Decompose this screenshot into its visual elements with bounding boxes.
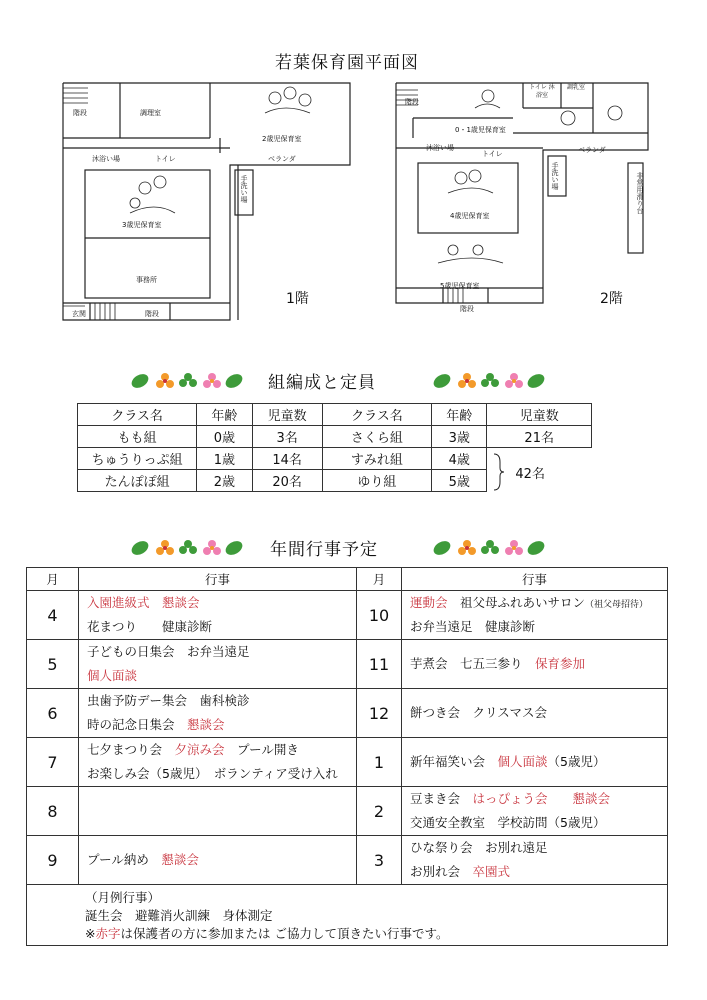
event-line <box>87 615 356 639</box>
fp2-veranda-label: ベランダ <box>578 146 606 154</box>
flower-decoration-icon <box>432 370 547 392</box>
event-line <box>410 652 667 676</box>
fp2-slide-label: 非常用滑り台 <box>636 172 644 214</box>
class-name: もも組 <box>78 426 197 448</box>
class-name: ちゅうりっぷ組 <box>78 448 197 470</box>
class-count: 14名 <box>252 448 322 470</box>
event-line <box>87 591 356 615</box>
header-count: 児童数 <box>252 404 322 426</box>
event-text-red: 個人面談 <box>87 668 138 683</box>
footnote <box>85 925 667 943</box>
event-month: 4 <box>27 591 79 640</box>
event-line <box>410 615 667 639</box>
class-age: 3歳 <box>432 426 487 448</box>
class-age: 4歳 <box>432 448 487 470</box>
event-text: 新年福笑い会 <box>410 754 498 769</box>
event-text: 花まつり 健康診断 <box>87 619 213 634</box>
classes-title: 組編成と定員 <box>268 373 376 393</box>
fp1-room2-label: 2歳児保育室 <box>262 135 302 143</box>
event-text-red: 運動会 <box>410 595 448 610</box>
table-row <box>78 426 592 448</box>
floor1-label: 1階 <box>286 291 309 307</box>
table-row <box>27 640 668 689</box>
event-text: お弁当遠足 健康診断 <box>410 619 536 634</box>
event-month: 1 <box>357 738 402 787</box>
event-line <box>410 811 667 835</box>
event-line <box>87 689 356 713</box>
event-text: 交通安全教室 学校訪問（5歳児） <box>410 815 606 830</box>
class-name: すみれ組 <box>322 448 431 470</box>
table-header-row <box>27 568 668 591</box>
fp2-bath-label: トイレ 沐浴室 <box>529 84 555 99</box>
event-line <box>410 701 667 725</box>
event-text-red: はっぴょう会 懇談会 <box>472 791 611 806</box>
event-cell <box>79 787 357 836</box>
fp2-toilet-label: トイレ <box>482 150 503 158</box>
monthly-title: （月例行事） <box>85 890 161 905</box>
event-line <box>87 664 356 688</box>
event-cell <box>79 591 357 640</box>
event-cell <box>79 689 357 738</box>
fp2-wash-label: 沐浴い場 <box>426 144 454 152</box>
events-title: 年間行事予定 <box>270 540 378 560</box>
event-line <box>410 787 667 811</box>
header-event: 行事 <box>402 568 668 591</box>
fp2-room01-label: 0・1歳児保育室 <box>455 126 506 134</box>
event-month: 10 <box>357 591 402 640</box>
event-text-red: 卒園式 <box>472 864 511 879</box>
event-text: 祖父母ふれあいサロン <box>447 595 586 610</box>
class-age: 0歳 <box>197 426 252 448</box>
fp1-stairs-label: 階段 <box>73 109 87 117</box>
event-month: 9 <box>27 836 79 885</box>
fp2-room4-label: 4歳児保育室 <box>450 212 490 220</box>
event-cell <box>402 591 668 640</box>
events-table <box>26 567 668 946</box>
monthly-row <box>27 885 668 946</box>
events-heading <box>130 535 580 561</box>
event-text: （5歳児） <box>547 754 606 769</box>
footnote-rest: は保護者の方に参加または ご協力して頂きたい行事です。 <box>120 926 449 941</box>
event-text: 子どもの日集会 お弁当遠足 <box>87 644 250 659</box>
combined-count-cell <box>487 448 592 492</box>
fp2-stairs2-label: 階段 <box>460 305 474 313</box>
header-class: クラス名 <box>322 404 431 426</box>
class-count: 3名 <box>252 426 322 448</box>
event-text: プール開き <box>224 742 299 757</box>
event-cell <box>79 836 357 885</box>
event-cell <box>402 640 668 689</box>
fp2-milk-label: 調乳室 <box>567 84 586 91</box>
table-row <box>78 404 592 426</box>
fp1-toilet-label: トイレ <box>155 155 176 163</box>
event-text-red: 懇談会 <box>161 852 199 867</box>
event-text: プール納め <box>87 852 162 867</box>
event-month: 6 <box>27 689 79 738</box>
event-text: 豆まき会 <box>410 791 473 806</box>
event-text: お楽しみ会（5歳児） ボランティア受け入れ <box>87 766 338 781</box>
fp1-stairs2-label: 階段 <box>145 310 159 318</box>
event-cell <box>402 738 668 787</box>
flower-decoration-icon <box>130 370 245 392</box>
fp2-stairs-label: 階段 <box>405 98 419 106</box>
header-count: 児童数 <box>487 404 592 426</box>
event-month: 12 <box>357 689 402 738</box>
header-event: 行事 <box>79 568 357 591</box>
event-line <box>87 848 356 872</box>
event-line <box>87 640 356 664</box>
class-age: 5歳 <box>432 470 487 492</box>
table-row <box>27 689 668 738</box>
combined-count: 42名 <box>515 467 545 482</box>
fp1-office-label: 事務所 <box>136 276 157 284</box>
table-row <box>78 448 592 470</box>
event-text-red: 入園進級式 懇談会 <box>87 595 200 610</box>
fp1-kitchen-label: 調理室 <box>140 109 161 117</box>
event-text: 虫歯予防デー集会 歯科検診 <box>87 693 250 708</box>
event-text: 時の記念日集会 <box>87 717 188 732</box>
header-age: 年齢 <box>197 404 252 426</box>
event-cell <box>402 689 668 738</box>
event-line <box>410 860 667 884</box>
floorplan-title: 若葉保育園平面図 <box>275 53 419 73</box>
event-cell <box>402 787 668 836</box>
event-text: 餅つき会 クリスマス会 <box>410 705 548 720</box>
flower-decoration-icon <box>432 537 547 559</box>
event-line <box>410 591 667 615</box>
event-text: お別れ会 <box>410 864 473 879</box>
event-text: 芋煮会 七五三参り <box>410 656 536 671</box>
event-line <box>87 762 356 786</box>
table-row <box>27 738 668 787</box>
class-age: 1歳 <box>197 448 252 470</box>
event-cell <box>79 738 357 787</box>
fp1-wash-label: 沐浴い場 <box>92 155 120 163</box>
event-text-red: 個人面談 <box>497 754 548 769</box>
event-month: 2 <box>357 787 402 836</box>
fp1-veranda-label: ベランダ <box>268 155 296 163</box>
event-text: ひな祭り会 お別れ遠足 <box>410 840 548 855</box>
event-month: 11 <box>357 640 402 689</box>
event-month: 3 <box>357 836 402 885</box>
header-class: クラス名 <box>78 404 197 426</box>
event-line <box>410 750 667 774</box>
event-month: 7 <box>27 738 79 787</box>
class-age: 2歳 <box>197 470 252 492</box>
header-month: 月 <box>357 568 402 591</box>
footnote-red: 赤字 <box>95 926 121 941</box>
floor2-plan <box>393 78 663 318</box>
classes-heading <box>130 368 580 394</box>
event-line <box>87 713 356 737</box>
fp2-room5-label: 5歳児保育室 <box>440 282 480 290</box>
header-month: 月 <box>27 568 79 591</box>
footnote-prefix: ※ <box>85 926 96 941</box>
monthly-items: 誕生会 避難消火訓練 身体測定 <box>85 908 273 923</box>
event-line <box>87 738 356 762</box>
fp1-entrance-label: 玄関 <box>72 310 86 318</box>
class-name: さくら組 <box>322 426 431 448</box>
event-month: 5 <box>27 640 79 689</box>
table-row <box>27 591 668 640</box>
fp2-handwash-label: 手洗い場 <box>551 162 559 190</box>
class-count: 20名 <box>252 470 322 492</box>
kids-illustration-icon <box>438 90 622 263</box>
event-cell <box>402 836 668 885</box>
event-text-red: 保育参加 <box>535 656 586 671</box>
classes-table <box>77 403 592 492</box>
event-text: 七夕まつり会 <box>87 742 175 757</box>
class-count: 21名 <box>487 426 592 448</box>
event-text-red: 夕涼み会 <box>174 742 225 757</box>
event-month: 8 <box>27 787 79 836</box>
event-line <box>410 836 667 860</box>
event-line <box>87 799 356 823</box>
fp1-room3-label: 3歳児保育室 <box>122 221 162 229</box>
class-name: ゆり組 <box>322 470 431 492</box>
event-text-red: 懇談会 <box>187 717 225 732</box>
flower-decoration-icon <box>130 537 245 559</box>
fp1-handwash-label: 手洗い場 <box>240 175 248 203</box>
header-age: 年齢 <box>432 404 487 426</box>
brace-icon <box>491 452 505 492</box>
class-name: たんぽぽ組 <box>78 470 197 492</box>
event-cell <box>79 640 357 689</box>
floor1-plan <box>60 78 360 323</box>
floor2-label: 2階 <box>600 291 623 307</box>
table-row <box>27 787 668 836</box>
event-text: （祖父母招待） <box>585 600 649 610</box>
table-row <box>27 836 668 885</box>
